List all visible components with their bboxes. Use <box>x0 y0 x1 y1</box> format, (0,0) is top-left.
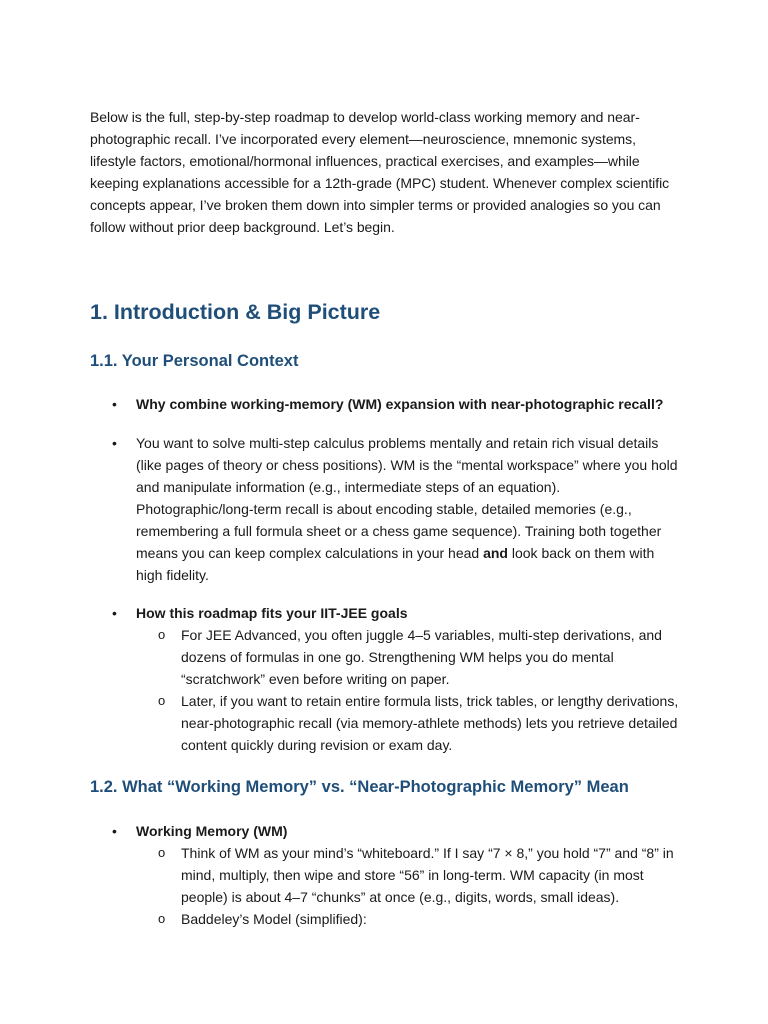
intro-paragraph: Below is the full, step-by-step roadmap to develop world-class working memory and near-photographic recall. I’ve incorporated every element—neuroscience, mnemonic systems, lifestyle factors, emotional/hormonal influences, practical exercises, and examples—while keeping explanations accessible for a 12th-grade (MPC) student. Whenever complex scientific concepts appear, I’ve broken them down into simpler terms or provided analogies so you can follow without prior deep background. Let’s begin. <box>90 109 670 235</box>
subsection-heading-personal-context: 1.1. Your Personal Context <box>90 352 299 370</box>
list-item <box>90 393 680 415</box>
bullet-icon: • <box>112 823 117 839</box>
bullet-text-part: You want to solve multi-step calculus problems mentally and retain rich visual details (like pages of theory or chess positions). WM is the “mental workspace” where you hold and manipulate information (e.g., intermediate steps of an equation). Photographic/long-term recall is about encoding stable, detailed memories (e.g., remembering a full formula sheet or a chess game sequence). Training both together means you can keep complex calculations in your head <box>136 435 678 561</box>
bullet-icon: • <box>112 435 117 451</box>
list-item <box>90 432 680 586</box>
bullet-text-bold: and <box>483 545 508 561</box>
circle-bullet-icon: o <box>158 845 166 860</box>
bullet-text: Why combine working-memory (WM) expansion with near-photographic recall? <box>136 396 664 412</box>
sub-bullet-text: Later, if you want to retain entire formula lists, trick tables, or lengthy derivations, near-photographic recall (via memory-athlete methods) lets you retrieve detailed content quickly during revision or exam day. <box>181 693 679 753</box>
sub-bullet-text: For JEE Advanced, you often juggle 4–5 variables, multi-step derivations, and dozens of formulas in one go. Strengthening WM helps you do mental “scratchwork” even before writing on paper. <box>181 627 662 687</box>
section-heading-introduction: 1. Introduction & Big Picture <box>90 300 381 324</box>
bullet-icon: • <box>112 605 117 621</box>
list-item <box>90 820 680 930</box>
bullet-text: Working Memory (WM) <box>136 823 288 839</box>
bullet-icon: • <box>112 396 117 412</box>
list-item <box>90 602 680 756</box>
document-page <box>90 106 680 927</box>
circle-bullet-icon: o <box>158 627 166 642</box>
circle-bullet-icon: o <box>158 911 166 926</box>
subsection-heading-wm-vs-photographic: 1.2. What “Working Memory” vs. “Near-Photographic Memory” Mean <box>90 778 629 796</box>
sub-bullet-text: Think of WM as your mind’s “whiteboard.” If I say “7 × 8,” you hold “7” and “8” in mind, multiply, then wipe and store “56” in long-term. WM capacity (in most people) is about 4–7 “chunks” at once (e.g., digits, words, small ideas). <box>181 845 674 905</box>
bullet-text-part: look back on them with high fidelity. <box>136 545 655 583</box>
sub-list-item <box>90 908 680 930</box>
sub-bullet-text: Baddeley’s Model (simplified): <box>181 911 367 927</box>
sub-list-item <box>90 690 680 756</box>
bullet-text: How this roadmap fits your IIT-JEE goals <box>136 605 408 621</box>
sub-list-item <box>90 624 680 690</box>
circle-bullet-icon: o <box>158 693 166 708</box>
sub-list-item <box>90 842 680 908</box>
